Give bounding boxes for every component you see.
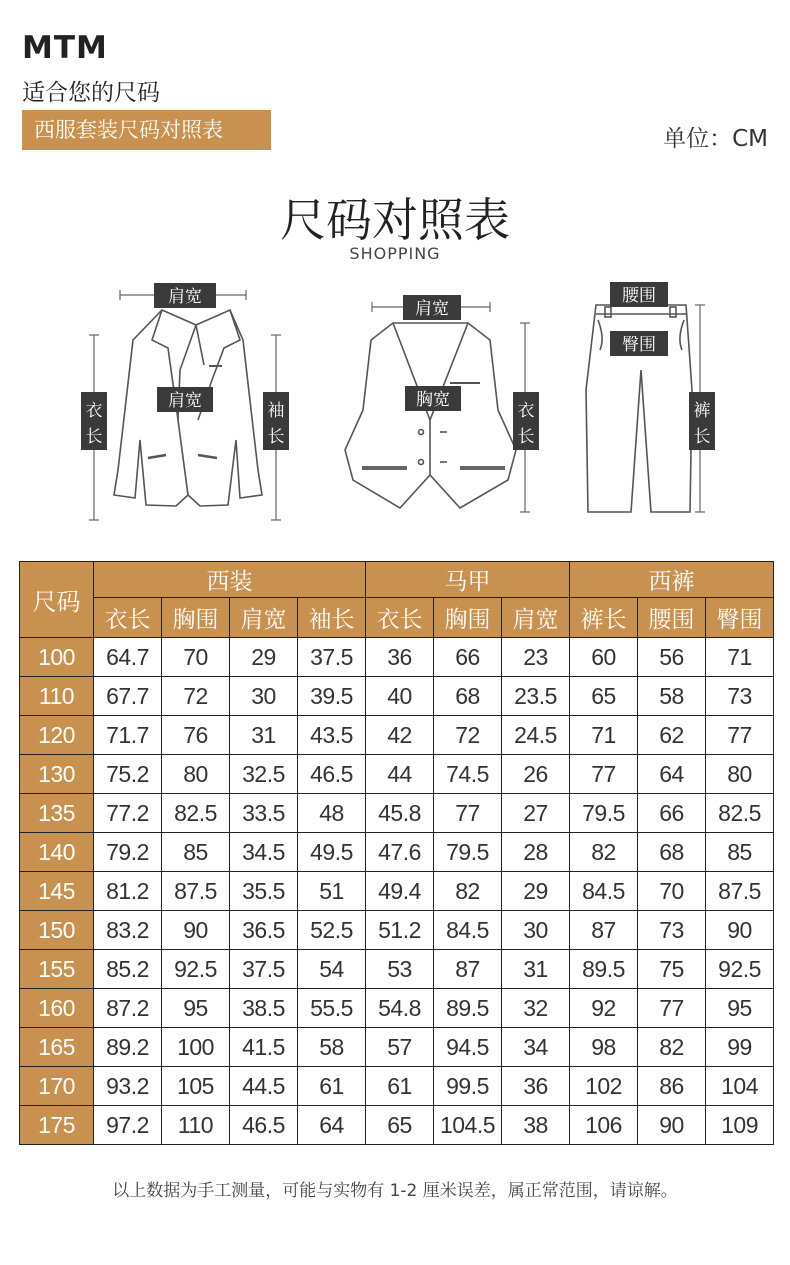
measurement-diagram (0, 270, 790, 540)
measurement-cell: 61 (366, 1067, 434, 1106)
measurement-cell: 43.5 (298, 716, 366, 755)
page-title: 尺码对照表 (280, 193, 510, 247)
measurement-cell: 77 (434, 794, 502, 833)
measurement-cell: 84.5 (570, 872, 638, 911)
table-row (20, 950, 774, 989)
measurement-cell: 110 (162, 1106, 230, 1145)
measurement-cell: 87.5 (162, 872, 230, 911)
measurement-cell: 80 (162, 755, 230, 794)
measurement-cell: 46.5 (298, 755, 366, 794)
measurement-cell: 73 (706, 677, 774, 716)
measurement-cell: 45.8 (366, 794, 434, 833)
measurement-cell: 90 (638, 1106, 706, 1145)
measurement-cell: 83.2 (94, 911, 162, 950)
measurement-cell: 100 (162, 1028, 230, 1067)
jacket-shoulder-label (154, 283, 216, 308)
measurement-cell: 38.5 (230, 989, 298, 1028)
measurement-cell: 82.5 (706, 794, 774, 833)
measurement-cell: 79.5 (434, 833, 502, 872)
column-header: 臀围 (706, 598, 774, 638)
table-row (20, 833, 774, 872)
measurement-cell: 82.5 (162, 794, 230, 833)
measurement-cell: 105 (162, 1067, 230, 1106)
svg-text:长: 长 (85, 427, 103, 447)
measurement-cell: 46.5 (230, 1106, 298, 1145)
column-header: 胸围 (434, 598, 502, 638)
measurement-cell: 79.2 (94, 833, 162, 872)
measurement-cell: 42 (366, 716, 434, 755)
size-cell: 165 (20, 1028, 94, 1067)
size-column-header: 尺码 (20, 562, 94, 638)
measurement-cell: 92 (570, 989, 638, 1028)
measurement-cell: 71 (570, 716, 638, 755)
group-header-pants: 西裤 (570, 562, 774, 598)
measurement-cell: 34.5 (230, 833, 298, 872)
svg-text:腰围: 腰围 (622, 286, 656, 306)
size-cell: 155 (20, 950, 94, 989)
measurement-cell: 85 (706, 833, 774, 872)
measurement-cell: 87.2 (94, 989, 162, 1028)
svg-text:袖: 袖 (267, 401, 285, 421)
measurement-cell: 77 (706, 716, 774, 755)
table-row (20, 638, 774, 677)
brand-subtitle: 适合您的尺码 (22, 80, 160, 106)
table-row (20, 911, 774, 950)
size-cell: 160 (20, 989, 94, 1028)
page-subtitle: SHOPPING (349, 244, 441, 263)
svg-text:肩宽: 肩宽 (415, 299, 449, 319)
measurement-cell: 60 (570, 638, 638, 677)
measurement-cell: 39.5 (298, 677, 366, 716)
measurement-cell: 82 (638, 1028, 706, 1067)
measurement-cell: 75 (638, 950, 706, 989)
svg-text:胸宽: 胸宽 (416, 390, 450, 410)
svg-text:长: 长 (693, 427, 711, 447)
measurement-cell: 34 (502, 1028, 570, 1067)
column-header: 衣长 (366, 598, 434, 638)
jacket-length-label (81, 392, 107, 450)
measurement-cell: 98 (570, 1028, 638, 1067)
measurement-cell: 72 (162, 677, 230, 716)
measurement-cell: 51.2 (366, 911, 434, 950)
measurement-cell: 106 (570, 1106, 638, 1145)
measurement-cell: 85 (162, 833, 230, 872)
measurement-cell: 109 (706, 1106, 774, 1145)
measurement-cell: 68 (638, 833, 706, 872)
measurement-cell: 87 (570, 911, 638, 950)
vest-shoulder-label (403, 295, 461, 320)
measurement-cell: 57 (366, 1028, 434, 1067)
table-row (20, 872, 774, 911)
measurement-cell: 38 (502, 1106, 570, 1145)
measurement-cell: 55.5 (298, 989, 366, 1028)
column-header: 袖长 (298, 598, 366, 638)
measurement-cell: 36 (366, 638, 434, 677)
svg-text:肩宽: 肩宽 (168, 287, 202, 307)
group-header-vest: 马甲 (366, 562, 570, 598)
measurement-cell: 66 (434, 638, 502, 677)
measurement-cell: 68 (434, 677, 502, 716)
measurement-cell: 85.2 (94, 950, 162, 989)
measurement-cell: 80 (706, 755, 774, 794)
measurement-cell: 64.7 (94, 638, 162, 677)
measurement-cell: 97.2 (94, 1106, 162, 1145)
measurement-cell: 90 (162, 911, 230, 950)
measurement-cell: 66 (638, 794, 706, 833)
size-cell: 175 (20, 1106, 94, 1145)
measurement-cell: 31 (230, 716, 298, 755)
size-chart-table (19, 561, 774, 1145)
measurement-cell: 27 (502, 794, 570, 833)
measurement-cell: 30 (230, 677, 298, 716)
measurement-cell: 23.5 (502, 677, 570, 716)
measurement-cell: 89.5 (434, 989, 502, 1028)
measurement-cell: 99.5 (434, 1067, 502, 1106)
svg-text:肩宽: 肩宽 (168, 391, 202, 411)
pants-hip-label (610, 331, 668, 356)
measurement-cell: 77 (638, 989, 706, 1028)
measurement-cell: 79.5 (570, 794, 638, 833)
measurement-cell: 95 (706, 989, 774, 1028)
measurement-cell: 92.5 (162, 950, 230, 989)
measurement-cell: 92.5 (706, 950, 774, 989)
measurement-cell: 58 (638, 677, 706, 716)
measurement-cell: 40 (366, 677, 434, 716)
measurement-cell: 82 (434, 872, 502, 911)
measurement-cell: 77 (570, 755, 638, 794)
measurement-cell: 44 (366, 755, 434, 794)
table-row (20, 1067, 774, 1106)
table-row (20, 989, 774, 1028)
measurement-cell: 37.5 (298, 638, 366, 677)
measurement-cell: 36 (502, 1067, 570, 1106)
measurement-cell: 104.5 (434, 1106, 502, 1145)
measurement-cell: 51 (298, 872, 366, 911)
pants-waist-label (610, 282, 668, 307)
measurement-cell: 24.5 (502, 716, 570, 755)
size-cell: 130 (20, 755, 94, 794)
measurement-cell: 30 (502, 911, 570, 950)
column-header: 胸围 (162, 598, 230, 638)
measurement-cell: 86 (638, 1067, 706, 1106)
measurement-cell: 104 (706, 1067, 774, 1106)
measurement-cell: 72 (434, 716, 502, 755)
measurement-cell: 81.2 (94, 872, 162, 911)
column-header: 衣长 (94, 598, 162, 638)
measurement-cell: 93.2 (94, 1067, 162, 1106)
unit-label: 单位：CM (663, 126, 768, 152)
svg-text:长: 长 (517, 427, 535, 447)
measurement-cell: 54.8 (366, 989, 434, 1028)
measurement-cell: 87 (434, 950, 502, 989)
size-cell: 150 (20, 911, 94, 950)
measurement-cell: 95 (162, 989, 230, 1028)
measurement-cell: 49.4 (366, 872, 434, 911)
measurement-cell: 70 (162, 638, 230, 677)
measurement-cell: 31 (502, 950, 570, 989)
table-row (20, 1106, 774, 1145)
size-cell: 135 (20, 794, 94, 833)
measurement-cell: 65 (366, 1106, 434, 1145)
column-header: 肩宽 (230, 598, 298, 638)
size-cell: 145 (20, 872, 94, 911)
svg-text:臀围: 臀围 (622, 335, 656, 355)
size-cell: 100 (20, 638, 94, 677)
vest-chest-label (405, 386, 461, 411)
measurement-cell: 71.7 (94, 716, 162, 755)
measurement-cell: 36.5 (230, 911, 298, 950)
measurement-cell: 84.5 (434, 911, 502, 950)
measurement-cell: 49.5 (298, 833, 366, 872)
measurement-cell: 71 (706, 638, 774, 677)
column-header: 裤长 (570, 598, 638, 638)
measurement-cell: 70 (638, 872, 706, 911)
svg-text:长: 长 (267, 427, 285, 447)
measurement-cell: 89.2 (94, 1028, 162, 1067)
measurement-cell: 29 (230, 638, 298, 677)
vest-length-label (513, 392, 539, 450)
svg-text:裤: 裤 (693, 401, 711, 421)
measurement-cell: 48 (298, 794, 366, 833)
measurement-cell: 76 (162, 716, 230, 755)
measurement-cell: 58 (298, 1028, 366, 1067)
group-header-suit: 西装 (94, 562, 366, 598)
svg-text:衣: 衣 (517, 401, 535, 421)
measurement-cell: 99 (706, 1028, 774, 1067)
vest-illustration (345, 323, 516, 508)
measurement-cell: 35.5 (230, 872, 298, 911)
size-cell: 110 (20, 677, 94, 716)
measurement-cell: 29 (502, 872, 570, 911)
column-header: 腰围 (638, 598, 706, 638)
pants-length-label (689, 392, 715, 450)
measurement-cell: 26 (502, 755, 570, 794)
brand-title: MTM (22, 30, 108, 66)
measurement-cell: 87.5 (706, 872, 774, 911)
table-row (20, 755, 774, 794)
footer-note: 以上数据为手工测量，可能与实物有 1-2 厘米误差，属正常范围，请谅解。 (112, 1181, 678, 1201)
measurement-cell: 32.5 (230, 755, 298, 794)
measurement-cell: 90 (706, 911, 774, 950)
measurement-cell: 102 (570, 1067, 638, 1106)
measurement-cell: 64 (298, 1106, 366, 1145)
measurement-cell: 67.7 (94, 677, 162, 716)
measurement-cell: 28 (502, 833, 570, 872)
section-tag: 西服套装尺码对照表 (22, 110, 271, 150)
measurement-cell: 44.5 (230, 1067, 298, 1106)
table-row (20, 1028, 774, 1067)
measurement-cell: 32 (502, 989, 570, 1028)
measurement-cell: 75.2 (94, 755, 162, 794)
measurement-cell: 53 (366, 950, 434, 989)
table-row (20, 716, 774, 755)
jacket-chest-label (157, 387, 213, 412)
measurement-cell: 54 (298, 950, 366, 989)
measurement-cell: 62 (638, 716, 706, 755)
measurement-cell: 77.2 (94, 794, 162, 833)
size-cell: 140 (20, 833, 94, 872)
measurement-cell: 65 (570, 677, 638, 716)
measurement-cell: 56 (638, 638, 706, 677)
table-row (20, 794, 774, 833)
table-row (20, 677, 774, 716)
column-header: 肩宽 (502, 598, 570, 638)
measurement-cell: 33.5 (230, 794, 298, 833)
svg-text:衣: 衣 (85, 401, 103, 421)
size-cell: 170 (20, 1067, 94, 1106)
measurement-cell: 41.5 (230, 1028, 298, 1067)
size-cell: 120 (20, 716, 94, 755)
measurement-cell: 37.5 (230, 950, 298, 989)
measurement-cell: 73 (638, 911, 706, 950)
measurement-cell: 94.5 (434, 1028, 502, 1067)
jacket-sleeve-label (263, 392, 289, 450)
measurement-cell: 52.5 (298, 911, 366, 950)
measurement-cell: 61 (298, 1067, 366, 1106)
measurement-cell: 64 (638, 755, 706, 794)
measurement-cell: 82 (570, 833, 638, 872)
measurement-cell: 89.5 (570, 950, 638, 989)
measurement-cell: 74.5 (434, 755, 502, 794)
measurement-cell: 47.6 (366, 833, 434, 872)
measurement-cell: 23 (502, 638, 570, 677)
